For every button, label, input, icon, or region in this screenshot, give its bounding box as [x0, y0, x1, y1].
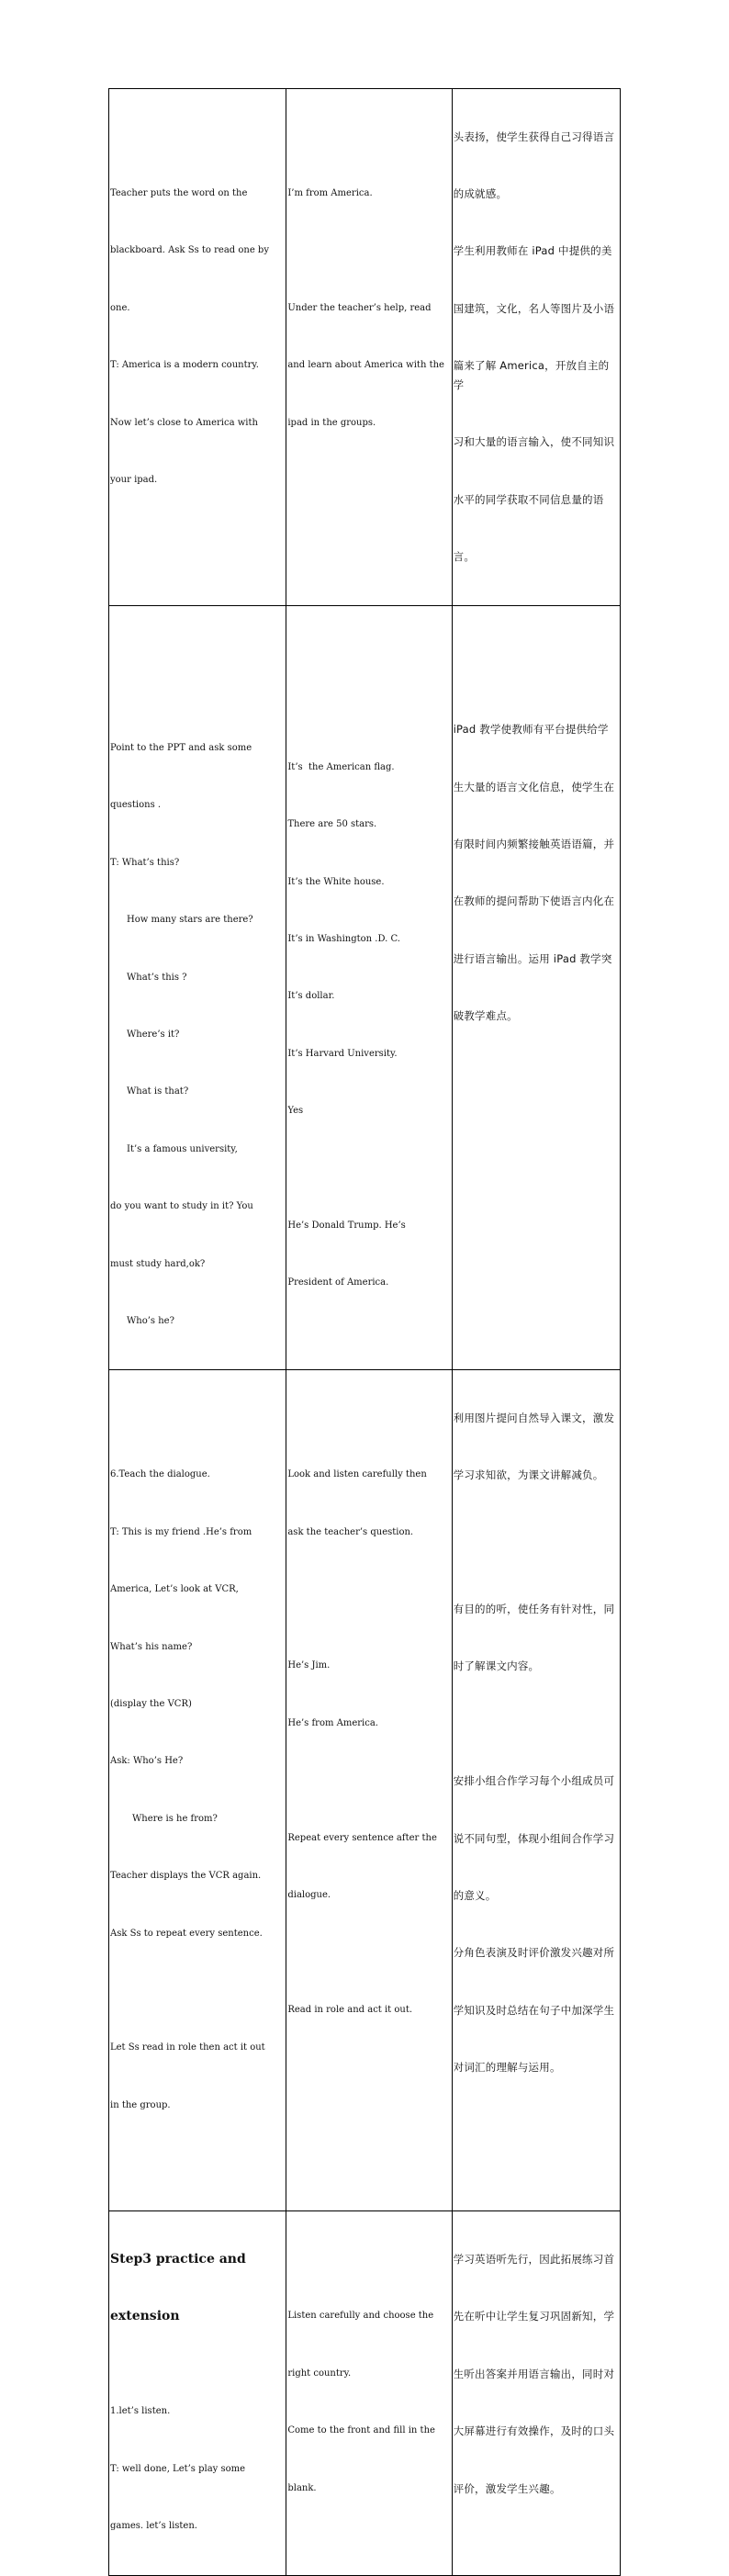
- purpose-line: 大屏幕进行有效操作，及时的口头: [453, 2424, 615, 2438]
- purpose-line: iPad 教学使教师有平台提供给学: [453, 723, 609, 737]
- purpose-line: 学习求知欲，为课文讲解减负。: [453, 1468, 604, 1482]
- student-line: Listen carefully and choose the: [287, 2311, 434, 2322]
- teacher-activity-cell: [109, 605, 286, 1370]
- purpose-line: 有目的的听，使任务有针对性，同: [453, 1602, 615, 1615]
- teacher-line: Who’s he?: [127, 1316, 174, 1326]
- student-line: It’s the White house.: [287, 876, 385, 887]
- design-purpose-cell: [452, 2211, 620, 2575]
- teacher-line: 1.let’s listen.: [110, 2406, 171, 2417]
- teacher-line: Now let’s close to America with: [110, 417, 258, 428]
- student-line: Come to the front and fill in the: [287, 2425, 435, 2436]
- purpose-line: 国建筑，文化，名人等图片及小语: [453, 301, 615, 315]
- purpose-line: 习和大量的语言输入，使不同知识: [453, 435, 615, 449]
- teacher-line: questions .: [110, 800, 162, 811]
- teacher-line: T: What’s this?: [110, 857, 180, 868]
- student-line: President of America.: [287, 1277, 389, 1288]
- lesson-plan-table: [108, 88, 621, 2576]
- student-line: It’s in Washington .D. C.: [287, 934, 400, 945]
- student-line: Look and listen carefully then: [287, 1469, 427, 1480]
- student-line: Yes: [287, 1106, 304, 1117]
- purpose-line: 评价，激发学生兴趣。: [453, 2481, 561, 2495]
- purpose-line: 篇来了解 America，开放自主的学: [453, 359, 610, 391]
- student-activity-cell: [286, 1370, 452, 2211]
- student-line: It’s Harvard University.: [287, 1048, 398, 1059]
- teacher-line: (display the VCR): [110, 1698, 192, 1709]
- teacher-line: Where is he from?: [132, 1813, 218, 1824]
- purpose-line: 头表扬，使学生获得自己习得语言: [453, 129, 615, 143]
- purpose-line: 的意义。: [453, 1888, 497, 1902]
- teacher-line: Where’s it?: [127, 1029, 180, 1041]
- teacher-line: What is that?: [127, 1086, 189, 1097]
- teacher-activity-cell: [109, 2211, 286, 2575]
- student-line: He’s Jim.: [287, 1660, 331, 1671]
- purpose-line: 的成就感。: [453, 186, 508, 200]
- design-purpose-cell: [452, 605, 620, 1370]
- purpose-line: 对词汇的理解与运用。: [453, 2061, 561, 2075]
- teacher-line: games. let’s listen.: [110, 2521, 197, 2532]
- student-line: Under the teacher’s help, read: [287, 302, 432, 313]
- purpose-line: 说不同句型，体现小组间合作学习: [453, 1831, 615, 1845]
- teacher-line: Ask: Who’s He?: [110, 1756, 184, 1767]
- purpose-line: 安排小组合作学习每个小组成员可: [453, 1774, 615, 1788]
- purpose-line: 在教师的提问帮助下使语言内化在: [453, 894, 615, 908]
- teacher-line: 6.Teach the dialogue.: [110, 1469, 210, 1480]
- student-line: Repeat every sentence after the: [287, 1832, 437, 1843]
- purpose-line: 进行语言输出。运用 iPad 教学突: [453, 951, 612, 965]
- teacher-line: What’s this ?: [127, 972, 187, 983]
- student-activity-cell: [286, 2211, 452, 2575]
- table-row: [109, 1370, 621, 2211]
- purpose-line: 有限时间内频繁接触英语语篇，并: [453, 838, 615, 851]
- purpose-line: 时了解课文内容。: [453, 1659, 540, 1673]
- student-line: and learn about America with the: [287, 360, 444, 371]
- teacher-line: It’s a famous university,: [127, 1143, 238, 1154]
- design-purpose-cell: [452, 89, 620, 606]
- student-line: right country.: [287, 2368, 352, 2379]
- teacher-line: Teacher displays the VCR again.: [110, 1871, 262, 1882]
- teacher-line: T: well done, Let’s play some: [110, 2463, 246, 2474]
- teacher-line: in the group.: [110, 2099, 171, 2110]
- teacher-line: Point to the PPT and ask some: [110, 743, 252, 754]
- student-line: ipad in the groups.: [287, 417, 376, 428]
- student-line: I’m from America.: [287, 187, 373, 198]
- purpose-line: 生听出答案并用语言输出，同时对: [453, 2367, 615, 2380]
- teacher-activity-cell: [109, 1370, 286, 2211]
- student-line: ask the teacher’s question.: [287, 1526, 414, 1537]
- teacher-line: one.: [110, 302, 130, 313]
- student-line: blank.: [287, 2482, 317, 2493]
- purpose-line: 学习英语听先行，因此拓展练习首: [453, 2253, 615, 2267]
- teacher-line: What’s his name?: [110, 1641, 193, 1652]
- purpose-line: 分角色表演及时评价激发兴趣对所: [453, 1946, 615, 1960]
- purpose-line: 言。: [453, 550, 476, 564]
- table-row: [109, 2211, 621, 2575]
- student-line: It’s the American flag.: [287, 761, 395, 772]
- teacher-line: must study hard,ok?: [110, 1258, 206, 1269]
- student-line: He’s from America.: [287, 1717, 378, 1728]
- purpose-line: 学知识及时总结在句子中加深学生: [453, 2003, 615, 2017]
- purpose-line: 水平的同学获取不同信息量的语: [453, 492, 604, 506]
- teacher-line: Teacher puts the word on the: [110, 187, 248, 198]
- purpose-line: 先在听中让学生复习巩固新知，学: [453, 2310, 615, 2323]
- student-line: It’s dollar.: [287, 991, 335, 1002]
- student-activity-cell: [286, 605, 452, 1370]
- teacher-line: T: This is my friend .He’s from: [110, 1526, 252, 1537]
- section-heading: extension: [110, 2309, 180, 2324]
- teacher-line: your ipad.: [110, 474, 158, 485]
- teacher-line: America, Let’s look at VCR,: [110, 1584, 239, 1595]
- purpose-line: 破教学难点。: [453, 1009, 518, 1023]
- table-row: [109, 605, 621, 1370]
- student-line: dialogue.: [287, 1889, 331, 1900]
- student-line: Read in role and act it out.: [287, 2004, 413, 2015]
- teacher-line: Ask Ss to repeat every sentence.: [110, 1928, 263, 1939]
- section-heading: Step3 practice and: [110, 2252, 246, 2267]
- teacher-activity-cell: [109, 89, 286, 606]
- teacher-line: do you want to study in it? You: [110, 1201, 253, 1212]
- purpose-line: 学生利用教师在 iPad 中提供的美: [453, 244, 612, 258]
- purpose-line: 生大量的语言文化信息，使学生在: [453, 780, 615, 793]
- teacher-line: How many stars are there?: [127, 915, 253, 926]
- teacher-line: blackboard. Ask Ss to read one by: [110, 245, 269, 256]
- table-row: [109, 89, 621, 606]
- student-line: There are 50 stars.: [287, 819, 377, 830]
- design-purpose-cell: [452, 1370, 620, 2211]
- student-line: He’s Donald Trump. He’s: [287, 1221, 406, 1232]
- purpose-line: 利用图片提问自然导入课文，激发: [453, 1411, 615, 1424]
- teacher-line: Let Ss read in role then act it out: [110, 2042, 265, 2053]
- teacher-line: T: America is a modern country.: [110, 360, 259, 371]
- student-activity-cell: [286, 89, 452, 606]
